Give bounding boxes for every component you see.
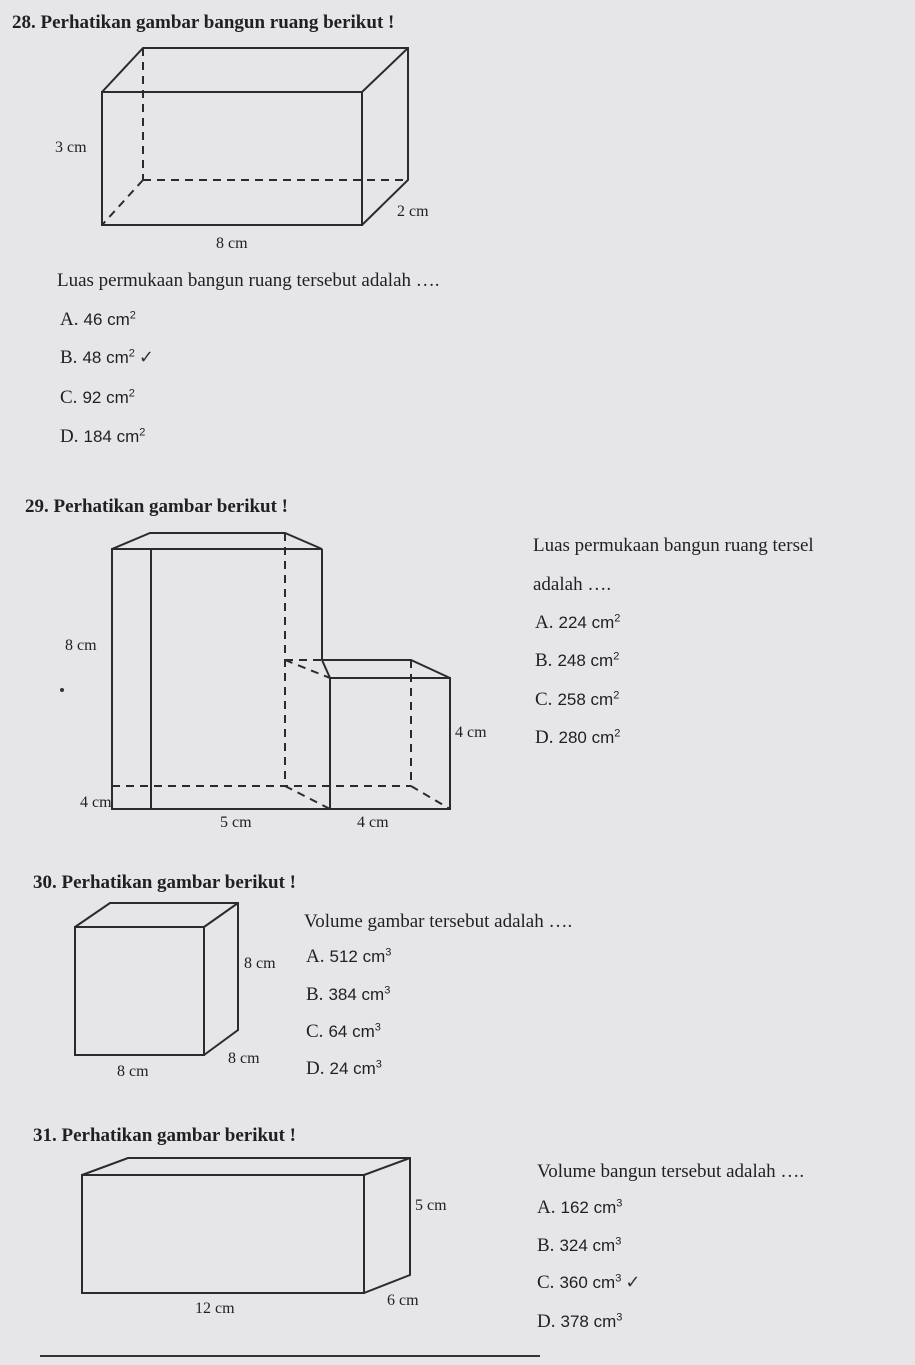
q29-label-base1: 5 cm [220, 814, 252, 831]
q28-option-a[interactable]: A. 46 $cm^2$ [60, 309, 136, 330]
q30-option-d[interactable]: D. 24 $cm^3$ [306, 1058, 382, 1079]
q29-label-depth: 4 cm [80, 794, 112, 811]
q29-label-base2: 4 cm [357, 814, 389, 831]
q30-label-width: 8 cm [117, 1063, 149, 1080]
q28-label-width: 2 cm [397, 203, 429, 220]
q28-option-d[interactable]: D. 184 $cm^2$ [60, 426, 146, 447]
q31-option-c[interactable]: C. 360 $cm^3$ ✓ [537, 1272, 641, 1293]
page-divider [40, 1355, 540, 1357]
q31-prompt: Volume bangun tersebut adalah …. [537, 1161, 805, 1182]
stray-dot [60, 688, 64, 692]
q31-cuboid-figure [82, 1158, 410, 1293]
q29-option-d[interactable]: D. 280 $cm^2$ [535, 727, 621, 748]
q28-title: 28. Perhatikan gambar bangun ruang berikut ! [12, 12, 395, 33]
q30-option-c[interactable]: C. 64 $cm^3$ [306, 1021, 381, 1042]
q28-cuboid-figure [102, 48, 408, 225]
q28-label-height: 3 cm [55, 139, 87, 156]
q29-option-a[interactable]: A. 224 $cm^2$ [535, 612, 621, 633]
q31-option-d[interactable]: D. 378 $cm^3$ [537, 1311, 623, 1332]
q31-label-length: 12 cm [195, 1300, 235, 1317]
q29-prompt-line2: adalah …. [533, 574, 612, 595]
q30-prompt: Volume gambar tersebut adalah …. [304, 911, 573, 932]
q29-composite-figure [112, 533, 450, 809]
q28-prompt: Luas permukaan bangun ruang tersebut adalah …. [57, 270, 440, 291]
q31-title: 31. Perhatikan gambar berikut ! [33, 1125, 297, 1146]
q30-title: 30. Perhatikan gambar berikut ! [33, 872, 297, 893]
check-mark-icon: ✓ [625, 1272, 641, 1293]
q29-label-tall: 8 cm [65, 637, 97, 654]
q28-label-length: 8 cm [216, 235, 248, 252]
q31-option-b[interactable]: B. 324 $cm^3$ [537, 1235, 622, 1256]
q30-label-height: 8 cm [244, 955, 276, 972]
q29-option-c[interactable]: C. 258 $cm^2$ [535, 689, 620, 710]
q30-label-depth: 8 cm [228, 1050, 260, 1067]
q29-label-small-height: 4 cm [455, 724, 487, 741]
q29-option-b[interactable]: B. 248 $cm^2$ [535, 650, 620, 671]
q30-cube-figure [75, 903, 238, 1055]
q30-option-a[interactable]: A. 512 $cm^3$ [306, 946, 392, 967]
q31-label-depth: 6 cm [387, 1292, 419, 1309]
q31-option-a[interactable]: A. 162 $cm^3$ [537, 1197, 623, 1218]
q29-prompt-line1: Luas permukaan bangun ruang tersel [533, 535, 814, 556]
q30-option-b[interactable]: B. 384 $cm^3$ [306, 984, 391, 1005]
q28-option-c[interactable]: C. 92 $cm^2$ [60, 387, 135, 408]
check-mark-icon: ✓ [138, 347, 154, 368]
q29-title: 29. Perhatikan gambar berikut ! [25, 496, 289, 517]
q31-label-height: 5 cm [415, 1197, 447, 1214]
q28-option-b[interactable]: B. 48 $cm^2$ ✓ [60, 347, 154, 368]
